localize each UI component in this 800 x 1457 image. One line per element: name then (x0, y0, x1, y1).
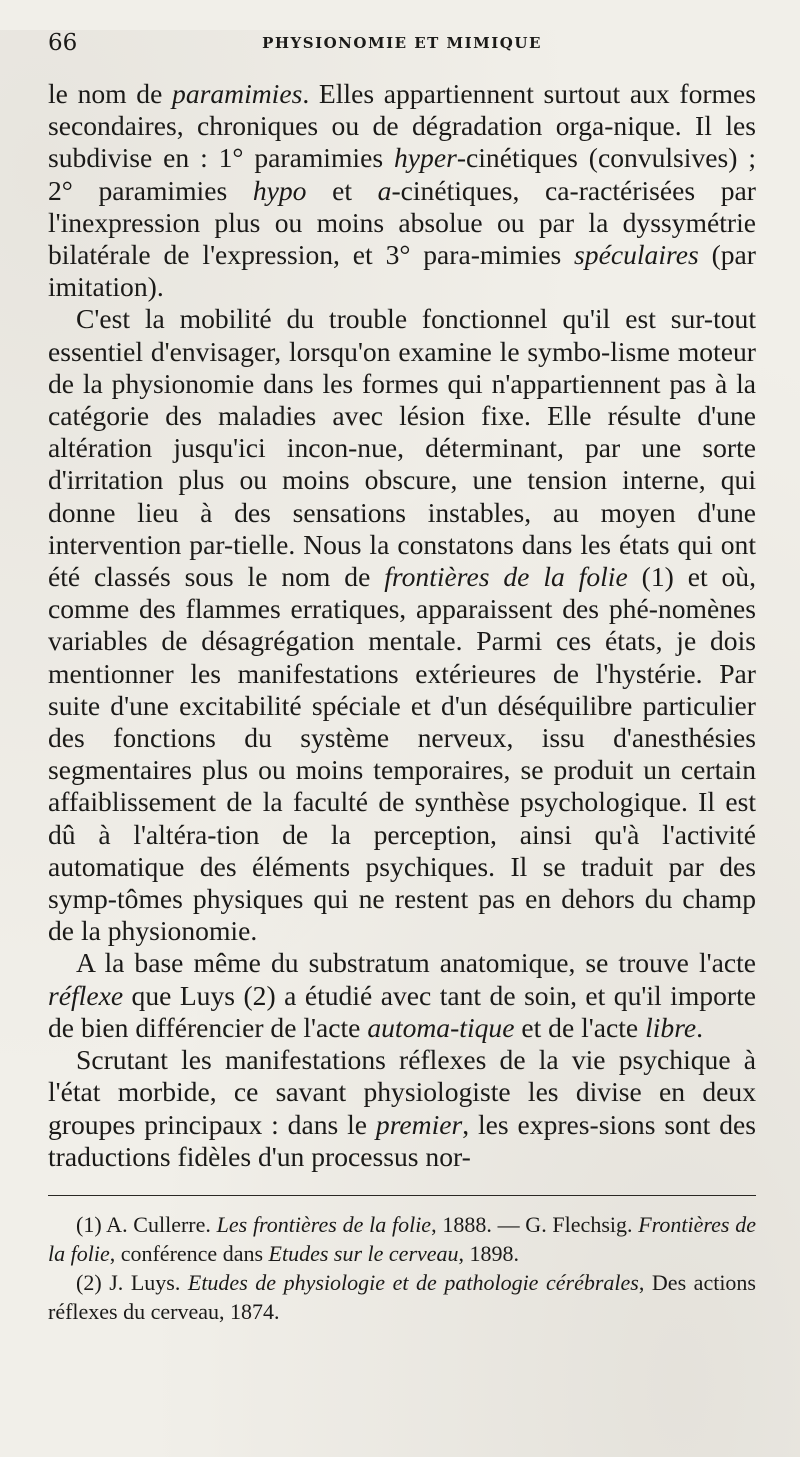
text-run: (2) J. Luys. (76, 1269, 188, 1295)
footnote (48, 1268, 756, 1326)
paragraph (48, 947, 756, 1044)
italic-run: Etudes de physiologie et de pathologie cérébrales (187, 1269, 639, 1295)
italic-run: a (377, 174, 392, 206)
text-run: Scrutant les manifestations réflexes de la vie psychique à l'état morbide, ce savant physiologiste les divise en deux groupes principaux : dans le (48, 1044, 756, 1140)
italic-run: réflexe (48, 979, 124, 1011)
text-run: -cinétiques, ca-ractérisées par l'inexpression plus ou moins absolue ou par la dyssymétrie bilatérale de l'expression, et 3° para-mimies (48, 174, 756, 271)
running-title: PHYSIONOMIE ET MIMIQUE (262, 34, 542, 52)
italic-run: libre (645, 1011, 697, 1043)
italic-run: hypo (252, 174, 307, 206)
text-run: le nom de (48, 78, 173, 109)
italic-run: frontières de la folie (384, 561, 628, 593)
text-run: , 1898. (458, 1240, 520, 1266)
text-run: A la base même du substratum anatomique, se trouve l'acte (76, 947, 756, 979)
text-run: , les expres-sions sont des traductions fidèles d'un processus nor- (48, 1108, 756, 1172)
footnotes (48, 1210, 756, 1326)
body-text (48, 78, 756, 1173)
italic-run: Frontières de la folie (48, 1211, 756, 1266)
footnote (48, 1210, 756, 1268)
italic-run: premier (375, 1108, 463, 1140)
text-run: (1) A. Cullerre. (76, 1211, 217, 1237)
footnote-rule (48, 1195, 756, 1196)
italic-run: spéculaires (574, 239, 699, 271)
text-run: , conférence dans (109, 1240, 269, 1266)
text-run: -cinétiques (convulsives) ; 2° paramimies (48, 142, 756, 206)
page-number: 66 (48, 30, 78, 56)
text-run: (par imitation). (48, 239, 756, 303)
paragraph (48, 303, 756, 947)
text-run: et (306, 174, 378, 206)
text-run: (1) et où, comme des flammes erratiques, apparaissent des phé-nomènes variables de désagrégation mentale. Parmi ces états, je dois mentionner les manifestations extérieures de l'hystérie. Par suite d'une excitabilité spéciale et d'un déséquilibre particulier des fonctions du système nerveux, issu d'anesthésies segmentaires plus ou moins temporaires, se produit un certain affaiblissement de la faculté de synthèse psychologique. Il est dû à l'altéra-tion de la perception, ainsi qu'à l'activité automatique des éléments psychiques. Il se traduit par des symp-tômes physiques qui ne restent pas en dehors du champ de la physionomie. (48, 561, 756, 947)
text-run: , Des actions réflexes du cerveau, 1874. (48, 1269, 756, 1324)
italic-run: Etudes sur le cerveau (268, 1240, 459, 1266)
text-run: . (696, 1011, 704, 1043)
paragraph (48, 1044, 756, 1173)
text-run: . Elles appartiennent surtout aux formes secondaires, chroniques ou de dégradation orga-nique. Il les subdivise en : 1° paramimies (48, 78, 756, 174)
paragraph (48, 78, 756, 303)
book-page (0, 30, 800, 1457)
text-run: C'est la mobilité du trouble fonctionnel qu'il est sur-tout essentiel d'envisager, lorsqu'on examine le symbo-lisme moteur de la physionomie dans les formes qui n'appartiennent pas à la catégorie des maladies avec lésion fixe. Elle résulte d'une altération jusqu'ici incon-nue, déterminant, par une sorte d'irritation plus ou moins obscure, une tension interne, qui donne lieu à des sensations instables, au moyen d'une intervention par-tielle. Nous la constatons dans les états qui ont été classés sous le nom de (48, 303, 756, 593)
text-run: que Luys (2) a étudié avec tant de soin, et qu'il importe de bien différencier de l'acte (48, 979, 756, 1043)
italic-run: hyper (393, 142, 457, 174)
text-run: et de l'acte (514, 1011, 646, 1043)
italic-run: automa-tique (367, 1011, 515, 1043)
text-run: , 1888. — G. Flechsig. (431, 1211, 639, 1237)
running-head (48, 30, 756, 78)
italic-run: paramimies (172, 78, 303, 109)
italic-run: Les frontières de la folie (216, 1211, 432, 1237)
